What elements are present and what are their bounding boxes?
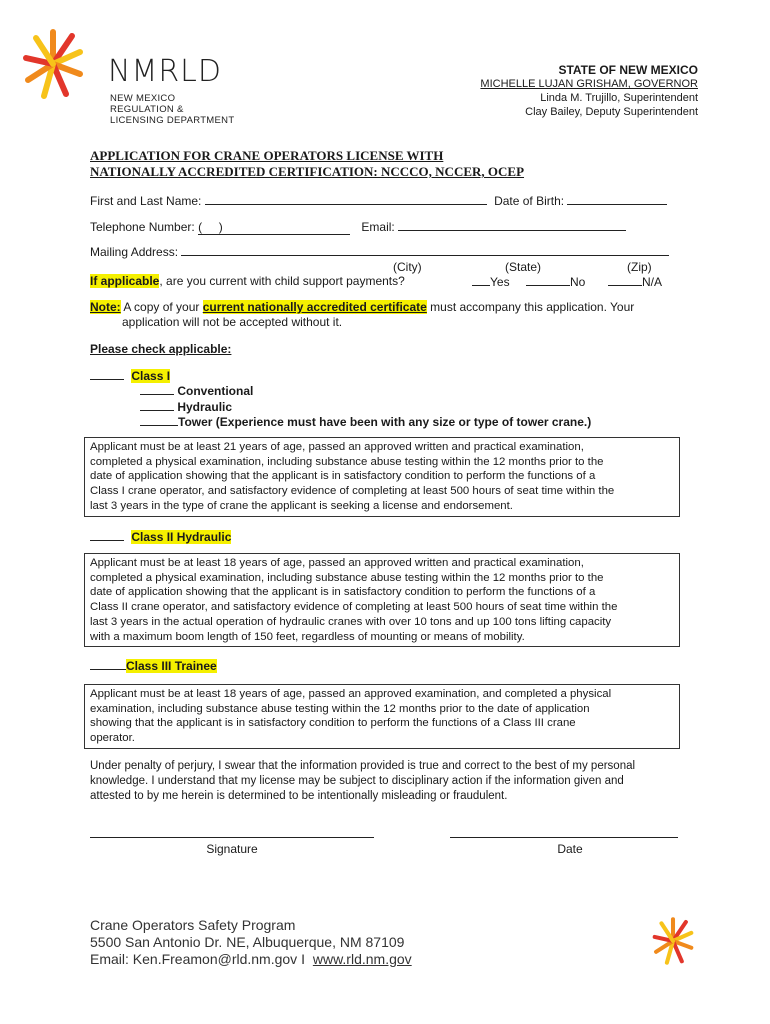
child-no[interactable]: [526, 274, 585, 289]
class1-row[interactable]: [90, 368, 170, 383]
name-field[interactable]: [205, 193, 487, 205]
class2-req-line: with a maximum boom length of 150 feet, regardless of mounting or means of mobility.: [90, 630, 525, 643]
name-label: First and Last Name:: [90, 194, 202, 208]
starburst-logo-icon: [22, 28, 84, 100]
class1-req-line: Class I crane operator, and satisfactory evidence of completing at least 500 hours of seat time within the: [90, 485, 615, 498]
note-highlight: current nationally accredited certificate: [202, 300, 427, 314]
dept-line-2: REGULATION &: [110, 104, 184, 115]
note-line-2: application will not be accepted without it.: [122, 315, 343, 329]
option-tower[interactable]: [140, 414, 591, 430]
email-field[interactable]: [398, 219, 626, 231]
footer-address: 5500 San Antonio Dr. NE, Albuquerque, NM 87109: [90, 934, 405, 950]
class2-req-line: last 3 years in the actual operation of hydraulic cranes with over 10 tons and up 100 tons lifting capacity: [90, 615, 612, 628]
class2-req-line: Class II crane operator, and satisfactory evidence of completing at least 500 hours of seat time within the: [90, 601, 618, 614]
phone-field[interactable]: [198, 220, 350, 235]
class3-checkbox[interactable]: [90, 658, 126, 670]
title-line-1: APPLICATION FOR CRANE OPERATORS LICENSE WITH: [90, 148, 444, 163]
class3-label: Class III Trainee: [126, 659, 217, 673]
child-support-highlight: If applicable: [90, 274, 160, 288]
footer-contact: [90, 951, 412, 968]
hydraulic-blank[interactable]: [140, 399, 174, 411]
na-blank[interactable]: [608, 274, 642, 286]
class2-row[interactable]: [90, 529, 231, 544]
class2-req-line: date of application showing that the applicant is in satisfactory condition to perform the functions of a: [90, 586, 596, 599]
note-label: Note:: [90, 300, 121, 314]
signature-label: Signature: [206, 842, 258, 856]
class2-req-line: completed a physical examination, including substance abuse testing within the 12 months prior to the: [90, 571, 604, 584]
option-conventional[interactable]: [140, 383, 591, 399]
child-na[interactable]: [608, 274, 662, 289]
date-line[interactable]: [450, 837, 678, 838]
option-hydraulic-label: Hydraulic: [177, 399, 233, 414]
department-name: [110, 93, 234, 126]
zip-label: (Zip): [627, 260, 652, 274]
state-line-4: Clay Bailey, Deputy Superintendent: [525, 106, 698, 118]
class1-label: Class I: [131, 369, 171, 383]
child-support-row: [90, 274, 680, 288]
footer-email[interactable]: Email: Ken.Freamon@rld.nm.gov I: [90, 951, 305, 967]
footer-starburst-icon: [652, 916, 694, 966]
footer-website[interactable]: www.rld.nm.gov: [312, 951, 412, 967]
date-label: Date: [557, 842, 583, 856]
yes-blank[interactable]: [472, 274, 490, 286]
state-header: [418, 63, 698, 119]
class3-req-line: examination, including substance abuse testing within the 12 months prior to the date of application: [90, 702, 590, 715]
na-label: N/A: [642, 275, 663, 289]
option-conventional-label: Conventional: [177, 384, 254, 398]
state-line-3: Linda M. Trujillo, Superintendent: [540, 92, 698, 104]
perjury-statement: [90, 759, 690, 804]
mailing-field[interactable]: [181, 244, 669, 256]
class3-requirements: [84, 684, 680, 749]
class1-options: [140, 383, 591, 430]
dob-field[interactable]: [567, 193, 667, 205]
tower-blank[interactable]: [140, 414, 178, 426]
class1-checkbox[interactable]: [90, 368, 124, 380]
class1-req-line: last 3 years in the type of crane the applicant is seeking a license and endorsement.: [90, 499, 513, 512]
dept-line-3: LICENSING DEPARTMENT: [110, 115, 235, 126]
no-label: No: [570, 275, 586, 289]
class2-checkbox[interactable]: [90, 529, 124, 541]
state-label: (State): [505, 260, 542, 274]
class1-requirements: [84, 437, 680, 517]
class2-req-line: Applicant must be at least 18 years of age, passed an approved written and practical examination,: [90, 557, 584, 569]
yes-label: Yes: [490, 275, 510, 289]
class3-row[interactable]: [90, 658, 217, 673]
footer-program: Crane Operators Safety Program: [90, 917, 296, 933]
form-title: [90, 148, 524, 180]
note-pre: A copy of your: [120, 300, 203, 314]
name-row: [90, 193, 680, 208]
child-support-question: , are you current with child support payments?: [159, 274, 405, 288]
check-heading: Please check applicable:: [90, 342, 232, 356]
no-blank[interactable]: [526, 274, 570, 286]
class3-req-line: showing that the applicant is in satisfactory condition to perform the functions of a Class III crane: [90, 717, 576, 730]
class3-req-line: Applicant must be at least 18 years of age, passed an approved examination, and completed a physical: [90, 688, 612, 700]
email-label: Email:: [361, 220, 395, 234]
mailing-row: [90, 244, 680, 259]
class1-req-line: date of application showing that the applicant is in satisfactory condition to perform the functions of a: [90, 470, 596, 483]
state-line-1: STATE OF NEW MEXICO: [558, 63, 698, 77]
title-line-2: NATIONALLY ACCREDITED CERTIFICATION: NCCCO, NCCER, OCEP: [90, 164, 525, 179]
dept-line-1: NEW MEXICO: [110, 93, 176, 104]
city-label: (City): [393, 260, 422, 274]
class2-label: Class II Hydraulic: [131, 530, 232, 544]
perjury-line: knowledge. I understand that my license may be subject to disciplinary action if the information given and: [90, 775, 624, 787]
class3-req-line: operator.: [90, 732, 135, 745]
option-hydraulic[interactable]: [140, 399, 591, 415]
mailing-label: Mailing Address:: [90, 245, 179, 259]
phone-label: Telephone Number:: [90, 220, 195, 234]
phone-value: ( ): [198, 220, 223, 234]
logo-wordmark: NMRLD: [108, 54, 222, 89]
state-line-2: MICHELLE LUJAN GRISHAM, GOVERNOR: [480, 78, 698, 90]
option-tower-label: Tower (Experience must have been with any size or type of tower crane.): [178, 415, 592, 429]
note-block: [90, 300, 680, 330]
conventional-blank[interactable]: [140, 383, 174, 395]
perjury-line: Under penalty of perjury, I swear that the information provided is true and correct to the best of my personal: [90, 760, 636, 772]
child-yes[interactable]: [472, 274, 510, 289]
signature-line[interactable]: [90, 837, 374, 838]
class1-req-line: completed a physical examination, including substance abuse testing within the 12 months prior to the: [90, 455, 604, 468]
class1-req-line: Applicant must be at least 21 years of age, passed an approved written and practical examination,: [90, 441, 584, 453]
footer-block: [90, 917, 412, 968]
perjury-line: attested to by me herein is determined to be intentionally misleading or fraudulent.: [90, 790, 508, 802]
dob-label: Date of Birth:: [494, 194, 565, 208]
note-post: must accompany this application. Your: [426, 300, 635, 314]
class2-requirements: [84, 553, 680, 647]
phone-row: [90, 219, 680, 235]
